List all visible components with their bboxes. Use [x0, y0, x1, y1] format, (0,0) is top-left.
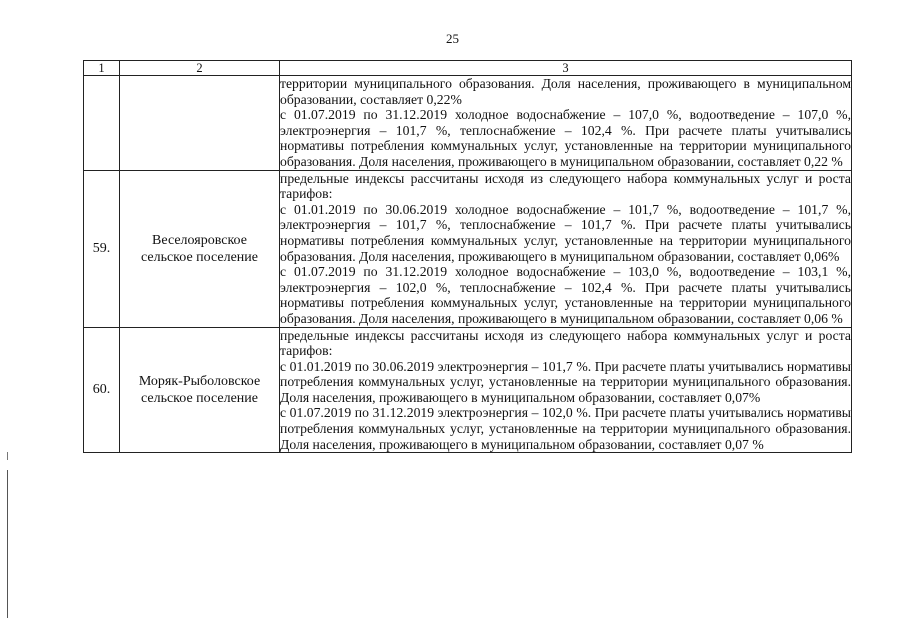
row-number-cell: 59. [84, 170, 120, 327]
header-cell-1: 1 [84, 61, 120, 76]
description-paragraph: предельные индексы рассчитаны исходя из следующего набора коммунальных услуг и роста тарифов: [280, 327, 851, 359]
header-cell-2: 2 [120, 61, 280, 76]
scan-margin-line [7, 470, 8, 618]
description-paragraph: с 01.07.2019 по 31.12.2019 холодное водоснабжение – 107,0 %, водоотведение – 107,0 %, электроэнергия – 101,7 %, теплоснабжение – 102,4 %. При расчете платы учитывались нормативы потребления коммунальных услуг, установленные на территории муниципального образования. Доля населения, проживающего в муниципальном образовании, составляет 0,22 % [280, 107, 851, 169]
table-row [84, 170, 852, 327]
indices-table [83, 60, 852, 453]
table-header-row [84, 61, 852, 76]
table-body [84, 61, 852, 453]
settlement-name-line: сельское поселение [141, 390, 258, 406]
indices-description-cell [280, 170, 852, 327]
settlement-name-cell [120, 170, 280, 327]
row-number-cell: 60. [84, 327, 120, 453]
settlement-name-line: сельское поселение [141, 249, 258, 265]
description-paragraph: с 01.01.2019 по 30.06.2019 холодное водоснабжение – 101,7 %, водоотведение – 101,7 %, электроэнергия – 101,7 %, теплоснабжение – 101,7 %. При расчете платы учитывались нормативы потребления коммунальных услуг, установленные на территории муниципального образования. Доля населения, проживающего в муниципальном образовании, составляет 0,06% [280, 201, 851, 264]
scan-margin-mark [7, 452, 8, 460]
description-paragraph: с 01.01.2019 по 30.06.2019 электроэнергия – 101,7 %. При расчете платы учитывались нормативы потребления коммунальных услуг, установленные на территории муниципального образования. Доля населения, проживающего в муниципальном образовании, составляет 0,07% [280, 358, 851, 405]
description-paragraph: территории муниципального образования. Доля населения, проживающего в муниципальном образовании, составляет 0,22% [280, 76, 851, 107]
description-paragraph: с 01.07.2019 по 31.12.2019 холодное водоснабжение – 103,0 %, водоотведение – 103,1 %, электроэнергия – 102,0 %, теплоснабжение – 102,4 %. При расчете платы учитывались нормативы потребления коммунальных услуг, установленные на территории муниципального образования. Доля населения, проживающего в муниципальном образовании, составляет 0,06 % [280, 264, 851, 326]
settlement-name-line: Веселояровское [152, 232, 247, 248]
table-row [84, 76, 852, 171]
table-row [84, 327, 852, 453]
indices-description-cell [280, 327, 852, 453]
description-paragraph: предельные индексы рассчитаны исходя из следующего набора коммунальных услуг и роста тарифов: [280, 170, 851, 202]
page-number: 25 [446, 31, 459, 46]
indices-description-cell [280, 76, 852, 171]
settlement-name-cell [120, 327, 280, 453]
settlement-name-line: Моряк-Рыболовское [138, 373, 261, 389]
settlement-name-cell [120, 76, 280, 171]
row-number-cell [84, 76, 120, 171]
header-cell-3: 3 [280, 61, 852, 76]
description-paragraph: с 01.07.2019 по 31.12.2019 электроэнергия – 102,0 %. При расчете платы учитывались нормативы потребления коммунальных услуг, установленные на территории муниципального образования. Доля населения, проживающего в муниципальном образовании, составляет 0,07 % [280, 405, 851, 452]
